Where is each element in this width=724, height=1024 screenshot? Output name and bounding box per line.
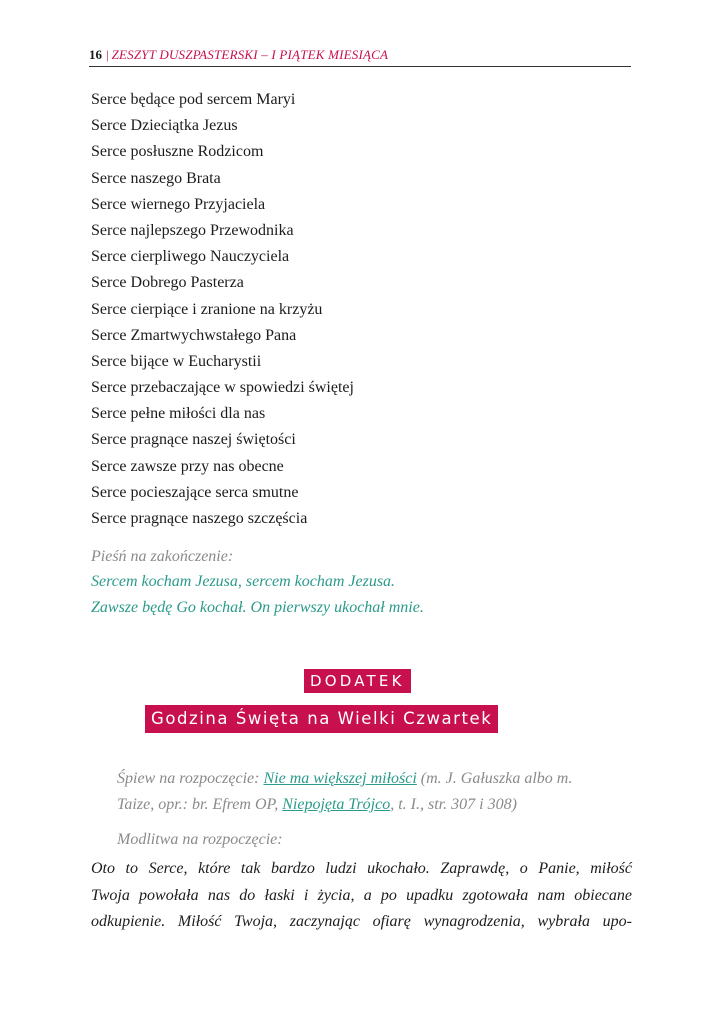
hymn-line: Zawsze będę Go kochał. On pierwszy ukochał mnie.	[91, 599, 424, 616]
litany-line: Serce pragnące naszej świętości	[91, 431, 296, 449]
closing-hymn-label: Pieśń na zakończenie:	[91, 548, 234, 565]
litany-line: Serce cierpliwego Nauczyciela	[91, 248, 290, 266]
litany-list	[91, 87, 354, 532]
running-header	[89, 47, 631, 63]
litany-line: Serce pragnące naszego szczęścia	[91, 510, 308, 527]
litany-line: Serce wiernego Przyjaciela	[91, 195, 266, 213]
opening-song-label: Śpiew na rozpoczęcie:	[117, 770, 264, 787]
song-composer-text: (m. J. Gałuszka albo m.	[416, 770, 573, 787]
litany-line: Serce najlepszego Przewodnika	[91, 221, 294, 239]
appendix-heading: DODATEK	[304, 669, 411, 693]
song-title-link[interactable]: Nie ma większej miłości	[263, 770, 417, 787]
litany-line: Serce Dzieciątka Jezus	[91, 117, 238, 135]
song-pages-text: , t. I., str. 307 i 308)	[390, 796, 517, 813]
prayer-paragraph	[91, 856, 632, 936]
litany-line: Serce posłuszne Rodzicom	[91, 143, 264, 161]
appendix-subtitle: Godzina Święta na Wielki Czwartek	[145, 705, 498, 733]
litany-line: Serce zawsze przy nas obecne	[91, 457, 284, 475]
prayer-line: odkupienie. Miłość Twoja, zaczynając ofiarę wynagrodzenia, wybrała upo-	[91, 913, 632, 930]
hymn-line: Sercem kocham Jezusa, sercem kocham Jezusa.	[91, 573, 396, 590]
litany-line: Serce bijące w Eucharystii	[91, 352, 262, 370]
prayer-line: Twoja powołała nas do łaski i życia, a po upadku zgotowała nam obiecane	[91, 886, 632, 904]
closing-hymn-text	[91, 569, 424, 621]
songbook-title-link[interactable]: Niepojęta Trójco	[282, 796, 391, 813]
prayer-line: Oto to Serce, które tak bardzo ludzi ukochało. Zaprawdę, o Panie, miłość	[91, 860, 632, 877]
publication-title: ZESZYT DUSZPASTERSKI – I PIĄTEK MIESIĄCA	[111, 47, 389, 62]
header-rule	[89, 66, 631, 67]
litany-line: Serce pocieszające serca smutne	[91, 483, 299, 501]
litany-line: Serce pełne miłości dla nas	[91, 405, 266, 423]
litany-line: Serce przebaczające w spowiedzi świętej	[91, 379, 354, 397]
song-source-text: Taize, opr.: br. Efrem OP,	[117, 796, 283, 813]
litany-line: Serce cierpiące i zranione na krzyżu	[91, 300, 323, 318]
page-number: 16	[89, 47, 102, 62]
litany-line: Serce Zmartwychwstałego Pana	[91, 326, 297, 344]
opening-song-line-2	[117, 792, 637, 818]
opening-song-line-1	[117, 766, 637, 792]
opening-prayer-label: Modlitwa na rozpoczęcie:	[117, 831, 283, 848]
litany-line: Serce naszego Brata	[91, 169, 221, 187]
litany-line: Serce Dobrego Pasterza	[91, 274, 244, 292]
header-separator: |	[106, 47, 109, 62]
litany-line: Serce będące pod sercem Maryi	[91, 91, 296, 108]
